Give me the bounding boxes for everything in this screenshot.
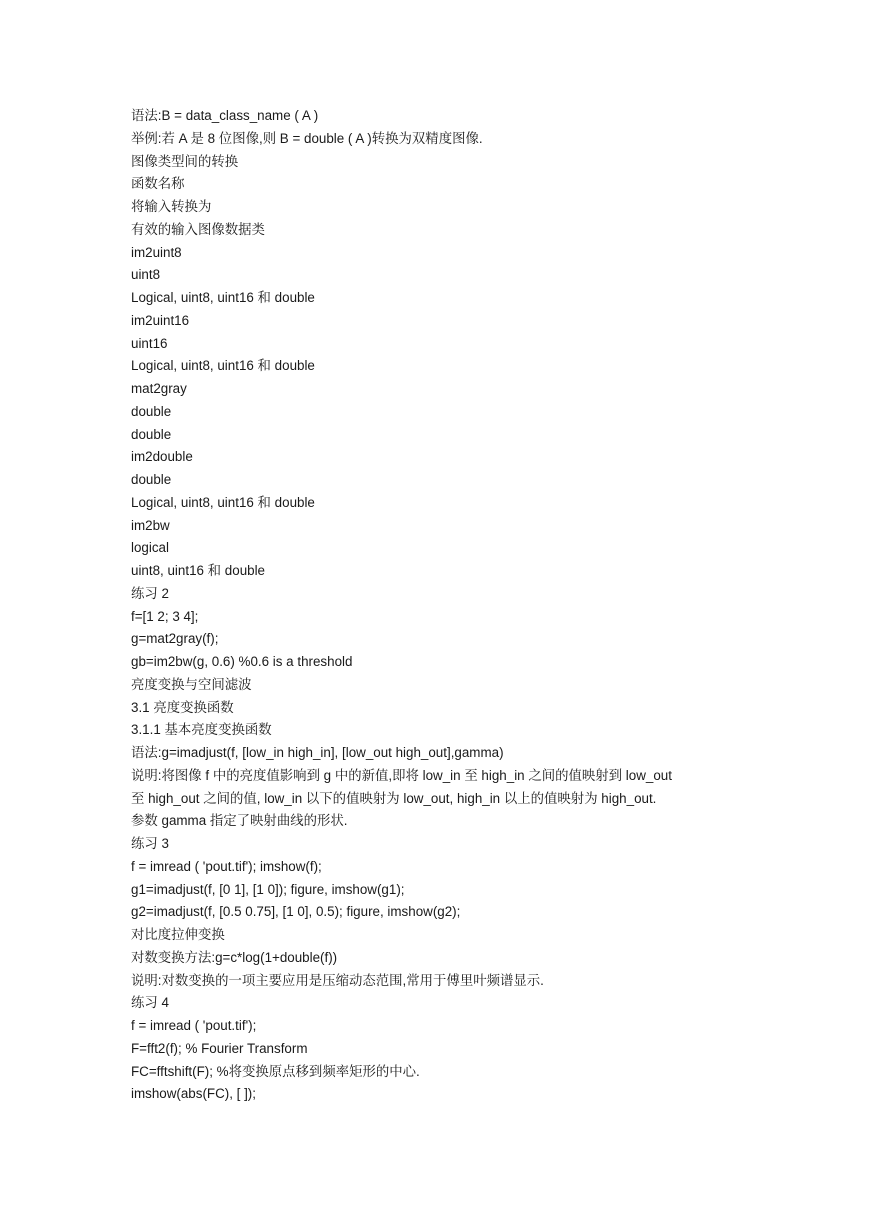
text-line: im2uint8 (131, 244, 182, 260)
code-line: f = imread ( 'pout.tif'); imshow(f); (131, 858, 322, 874)
text-line: uint8 (131, 267, 161, 283)
text-line: uint8, uint16 和 double (131, 563, 266, 578)
text-line: 说明:对数变换的一项主要应用是压缩动态范围,常用于傅里叶频谱显示. (131, 972, 544, 988)
section-heading: 亮度变换与空间滤波 (131, 676, 252, 692)
text-line: 参数 gamma 指定了映射曲线的形状. (131, 813, 348, 829)
text-line: 语法:g=imadjust(f, [low_in high_in], [low_out high_out],gamma) (131, 745, 504, 760)
text-line: 函数名称 (131, 176, 185, 192)
text-line: Logical, uint8, uint16 和 double (131, 494, 315, 510)
text-line: uint16 (131, 335, 168, 351)
text-line: 至 high_out 之间的值, low_in 以下的值映射为 low_out, high_in 以上的值映射为 high_out. (131, 790, 657, 806)
text-line: double (131, 403, 172, 419)
text-line: Logical, uint8, uint16 和 double (131, 290, 315, 305)
section-heading: 练习 4 (131, 995, 169, 1011)
text-line: Logical, uint8, uint16 和 double (131, 358, 315, 374)
text-line: 举例:若 A 是 8 位图像,则 B = double ( A )转换为双精度图像. (131, 130, 483, 146)
text-line: double (131, 472, 172, 487)
section-heading: 3.1 亮度变换函数 (131, 699, 234, 715)
text-line: 对数变换方法:g=c*log(1+double(f)) (131, 949, 338, 965)
section-heading: 对比度拉伸变换 (131, 927, 225, 942)
text-line: im2uint16 (131, 312, 190, 328)
section-heading: 练习 2 (131, 585, 169, 601)
code-line: g=mat2gray(f); (131, 631, 219, 647)
text-line: 图像类型间的转换 (131, 153, 239, 169)
text-line: im2bw (131, 517, 170, 533)
text-line: double (131, 426, 172, 442)
document-page (131, 105, 751, 1106)
text-line: mat2gray (131, 381, 187, 396)
code-line: g2=imadjust(f, [0.5 0.75], [1 0], 0.5); figure, imshow(g2); (131, 904, 461, 920)
text-line: 有效的输入图像数据类 (131, 221, 265, 237)
text-line: 说明:将图像 f 中的亮度值影响到 g 中的新值,即将 low_in 至 high_in 之间的值映射到 low_out (131, 767, 672, 783)
code-line: gb=im2bw(g, 0.6) %0.6 is a threshold (131, 654, 353, 669)
code-line: F=fft2(f); % Fourier Transform (131, 1040, 308, 1056)
text-line: 语法:B = data_class_name ( A ) (131, 108, 319, 123)
text-line: logical (131, 540, 169, 556)
text-line: im2double (131, 449, 193, 465)
section-heading: 练习 3 (131, 836, 169, 851)
text-line: 将输入转换为 (131, 199, 212, 214)
code-line: f = imread ( 'pout.tif'); (131, 1018, 257, 1033)
section-heading: 3.1.1 基本亮度变换函数 (131, 722, 272, 738)
code-line: FC=fftshift(F); %将变换原点移到频率矩形的中心. (131, 1063, 420, 1079)
code-line: g1=imadjust(f, [0 1], [1 0]); figure, imshow(g1); (131, 881, 405, 897)
code-line: f=[1 2; 3 4]; (131, 608, 199, 624)
code-line: imshow(abs(FC), [ ]); (131, 1086, 256, 1102)
